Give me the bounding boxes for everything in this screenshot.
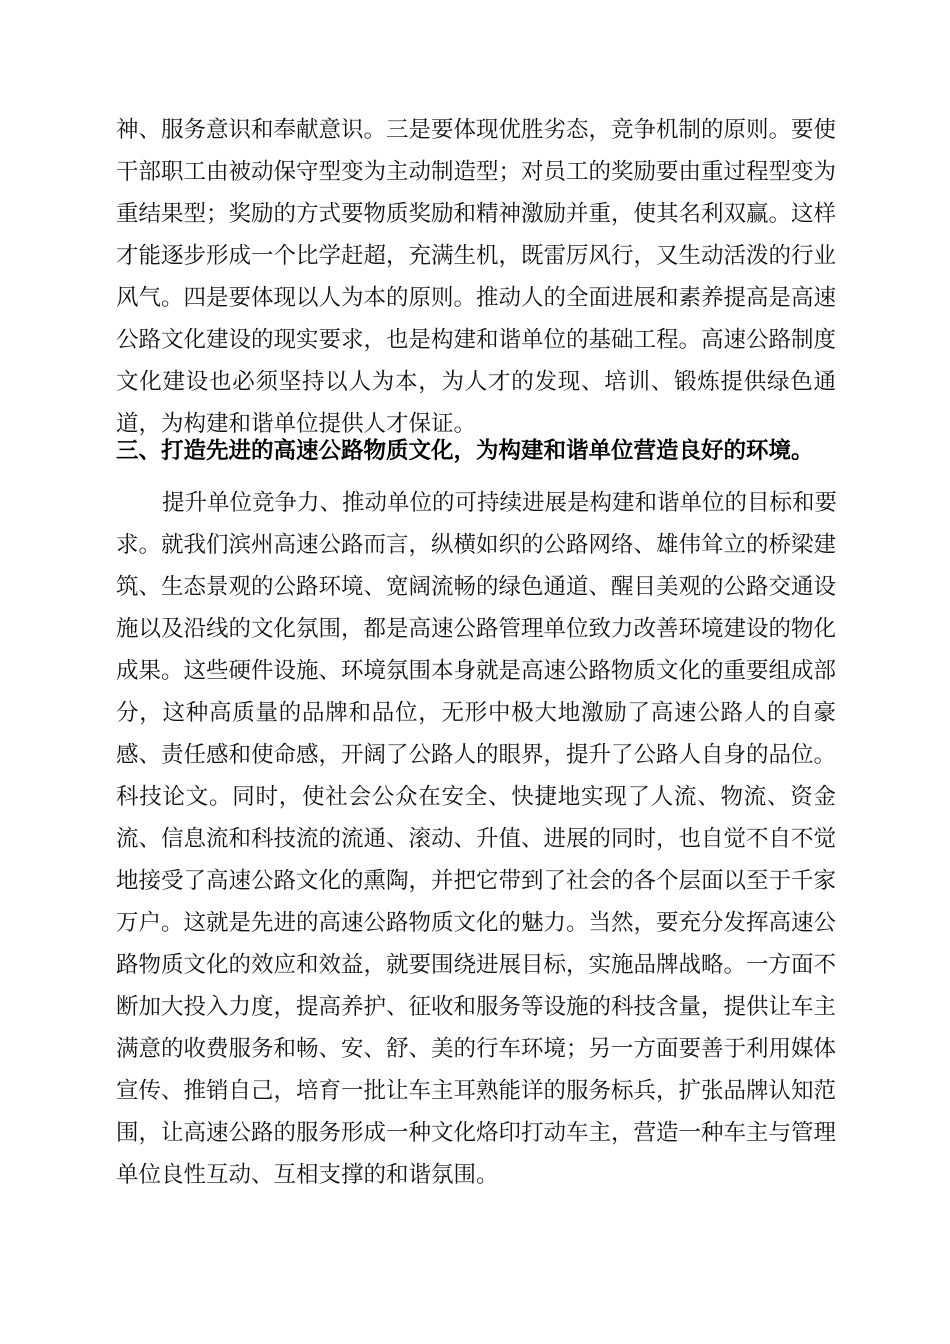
paragraph-1-line: 风气。四是要体现以人为本的原则。推动人的全面进展和素养提高是高速: [116, 285, 837, 311]
paragraph-2-line: 断加大投入力度，提高养护、征收和服务等设施的科技含量，提供让车主: [116, 994, 837, 1020]
paragraph-1-line: 公路文化建设的现实要求，也是构建和谐单位的基础工程。高速公路制度: [116, 327, 837, 353]
paragraph-2-line: 成果。这些硬件设施、环境氛围本身就是高速公路物质文化的重要组成部: [116, 658, 837, 684]
paragraph-2-line: 地接受了高速公路文化的熏陶，并把它带到了社会的各个层面以至于千家: [116, 868, 837, 894]
paragraph-2-line: 宣传、推销自己，培育一批让车主耳熟能详的服务标兵，扩张品牌认知范: [116, 1078, 837, 1104]
paragraph-1-line: 干部职工由被动保守型变为主动制造型；对员工的奖励要由重过程型变为: [116, 159, 837, 185]
paragraph-2-line: 流、信息流和科技流的流通、滚动、升值、进展的同时，也自觉不自不觉: [116, 826, 837, 852]
paragraph-2-line: 筑、生态景观的公路环境、宽阔流畅的绿色通道、醒目美观的公路交通设: [116, 574, 837, 600]
paragraph-2-line: 科技论文。同时，使社会公众在安全、快捷地实现了人流、物流、资金: [116, 784, 836, 810]
paragraph-2-line: 单位良性互动、互相支撑的和谐氛围。: [116, 1162, 499, 1188]
paragraph-1-line: 才能逐步形成一个比学赶超，充满生机，既雷厉风行，又生动活泼的行业: [116, 243, 837, 269]
paragraph-2-line: 求。就我们滨州高速公路而言，纵横如织的公路网络、雄伟耸立的桥梁建: [116, 532, 837, 558]
paragraph-2-line: 分，这种高质量的品牌和品位，无形中极大地激励了高速公路人的自豪: [116, 700, 836, 726]
paragraph-2-line: 提升单位竞争力、推动单位的可持续进展是构建和谐单位的目标和要: [162, 490, 838, 516]
paragraph-2-line: 施以及沿线的文化氛围，都是高速公路管理单位致力改善环境建设的物化: [116, 616, 837, 642]
paragraph-1-line: 道，为构建和谐单位提供人才保证。: [116, 411, 477, 437]
paragraph-1-line: 神、服务意识和奉献意识。三是要体现优胜劣态，竞争机制的原则。要使: [116, 117, 837, 143]
paragraph-2-line: 感、责任感和使命感，开阔了公路人的眼界，提升了公路人自身的品位。: [116, 742, 837, 768]
paragraph-1-line: 文化建设也必须坚持以人为本，为人才的发现、培训、锻炼提供绿色通: [116, 369, 836, 395]
paragraph-2-line: 万户。这就是先进的高速公路物质文化的魅力。当然，要充分发挥高速公: [116, 910, 837, 936]
paragraph-2-line: 围，让高速公路的服务形成一种文化烙印打动车主，营造一种车主与管理: [116, 1120, 837, 1146]
section-heading: 三、打造先进的高速公路物质文化，为构建和谐单位营造良好的环境。: [116, 438, 814, 464]
paragraph-2-line: 路物质文化的效应和效益，就要围绕进展目标，实施品牌战略。一方面不: [116, 952, 837, 978]
paragraph-1-line: 重结果型；奖励的方式要物质奖励和精神激励并重，使其名利双赢。这样: [116, 201, 837, 227]
paragraph-2-line: 满意的收费服务和畅、安、舒、美的行车环境；另一方面要善于利用媒体: [116, 1036, 837, 1062]
